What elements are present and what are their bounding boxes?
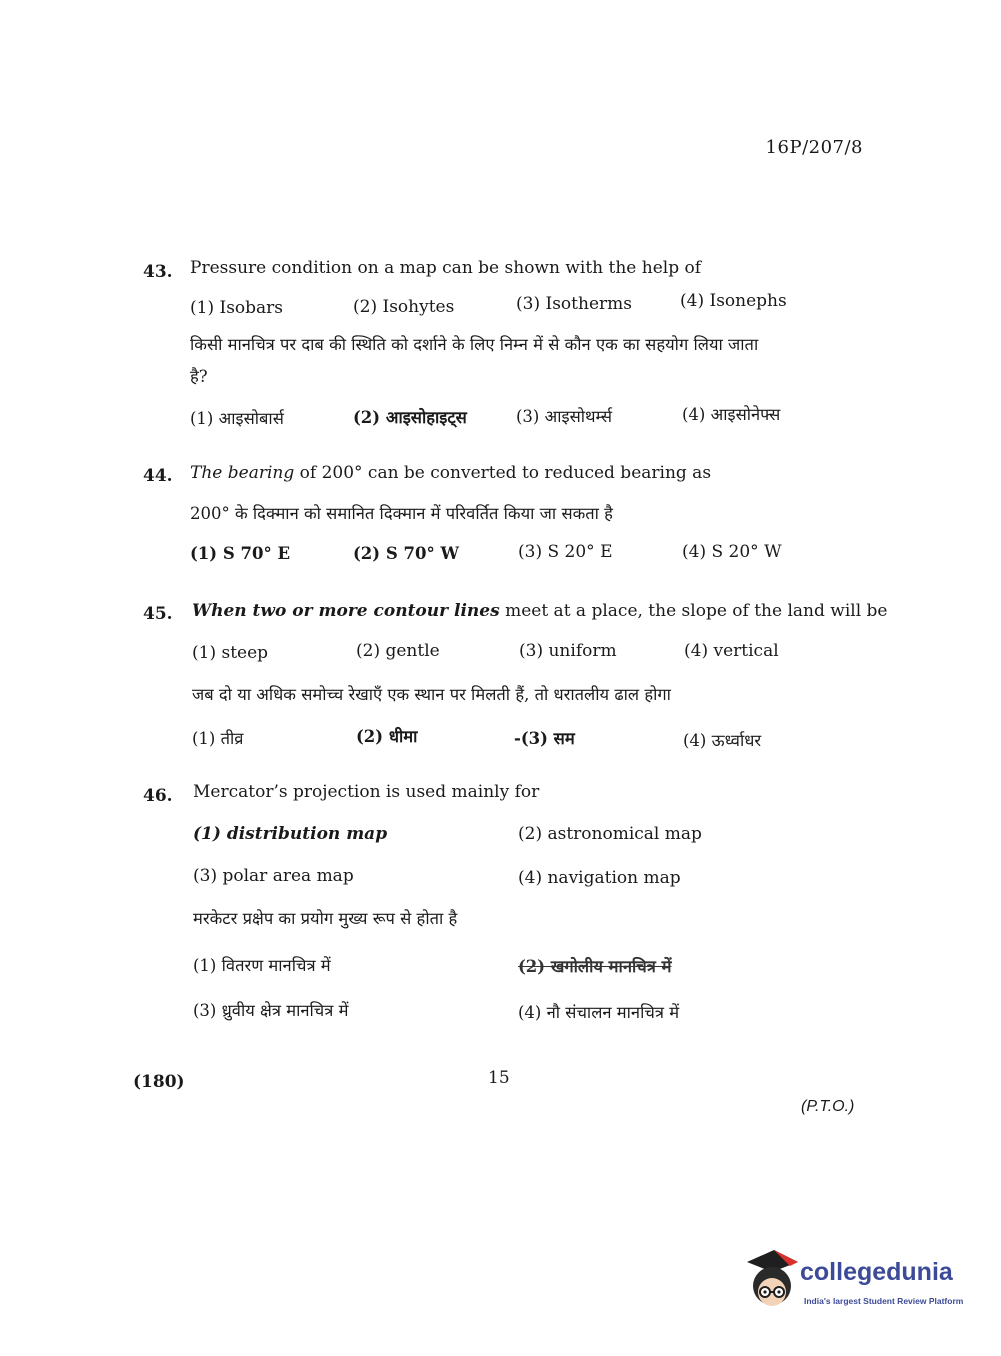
question-number: 43.	[143, 262, 173, 282]
question-text-hindi: किसी मानचित्र पर दाब की स्थिति को दर्शाने के लिए निम्न में से कौन एक का सहयोग लिया जाता	[190, 335, 759, 354]
question-number: 45.	[143, 604, 173, 624]
option-hindi: (1) वितरण मानचित्र में	[193, 956, 331, 975]
pto-marker: (P.T.O.)	[801, 1098, 855, 1115]
option: (4) Isonephs	[680, 291, 787, 311]
logo-tagline: India's largest Student Review Platform	[804, 1296, 964, 1306]
option: (4) navigation map	[518, 868, 681, 888]
question-text-part: The bearing	[190, 463, 295, 483]
question-text	[190, 463, 711, 483]
logo-text: collegedunia	[800, 1258, 953, 1286]
option: (2) gentle	[356, 641, 440, 661]
option: (4) vertical	[684, 641, 779, 661]
mascot-icon	[742, 1248, 800, 1314]
option-hindi: -(3) सम	[514, 729, 575, 748]
collegedunia-logo	[742, 1248, 967, 1314]
question-text-hindi: 200° के दिक्मान को समानित दिक्मान में परिवर्तित किया जा सकता है	[190, 504, 613, 523]
option: (1) Isobars	[190, 298, 284, 318]
question-number: 46.	[143, 786, 173, 806]
option: (1) steep	[192, 643, 269, 663]
option: (4) S 20° W	[682, 542, 782, 562]
question-text: Pressure condition on a map can be shown with the help of	[190, 258, 702, 278]
option: (3) Isotherms	[516, 294, 632, 314]
question-number: 44.	[143, 466, 173, 486]
option: (1) S 70° E	[190, 544, 291, 563]
option-hindi: (2) धीमा	[356, 727, 418, 746]
option-hindi: (1) आइसोबार्स	[190, 409, 284, 428]
option: (2) astronomical map	[518, 824, 702, 844]
question-text: Mercator’s projection is used mainly for	[193, 782, 540, 802]
question-text-part: meet at a place, the slope of the land will be	[499, 601, 888, 621]
footer-code: (180)	[133, 1072, 185, 1092]
option: (3) S 20° E	[518, 542, 613, 562]
question-text-hindi: है?	[190, 367, 208, 386]
option: (3) uniform	[519, 641, 617, 661]
question-text	[192, 601, 887, 621]
option-hindi: (1) तीव्र	[192, 729, 244, 748]
question-text-hindi: जब दो या अधिक समोच्च रेखाएँ एक स्थान पर मिलती हैं, तो धरातलीय ढाल होगा	[192, 685, 671, 704]
paper-code: 16P/207/8	[765, 137, 863, 158]
question-text-part: of 200° can be converted to reduced bearing as	[294, 463, 712, 483]
option: (2) S 70° W	[353, 544, 459, 563]
option-hindi: (3) ध्रुवीय क्षेत्र मानचित्र में	[193, 1001, 349, 1020]
option: (3) polar area map	[193, 866, 354, 886]
option-hindi: (4) नौ संचालन मानचित्र में	[518, 1003, 680, 1022]
question-text-hindi: मरकेटर प्रक्षेप का प्रयोग मुख्य रूप से होता है	[193, 909, 458, 928]
option-hindi: (3) आइसोथर्म्स	[516, 407, 613, 426]
question-text-part: When two or more contour lines	[192, 601, 500, 621]
option-hindi: (2) आइसोहाइट्स	[353, 408, 467, 427]
option: (2) Isohytes	[353, 297, 455, 317]
option: (1) distribution map	[193, 824, 388, 844]
page-number: 15	[488, 1068, 510, 1088]
option-hindi: (4) ऊर्ध्वाधर	[683, 731, 762, 750]
option-hindi: (4) आइसोनेफ्स	[682, 405, 781, 424]
option-hindi: (2) खगोलीय मानचित्र में	[518, 957, 672, 976]
